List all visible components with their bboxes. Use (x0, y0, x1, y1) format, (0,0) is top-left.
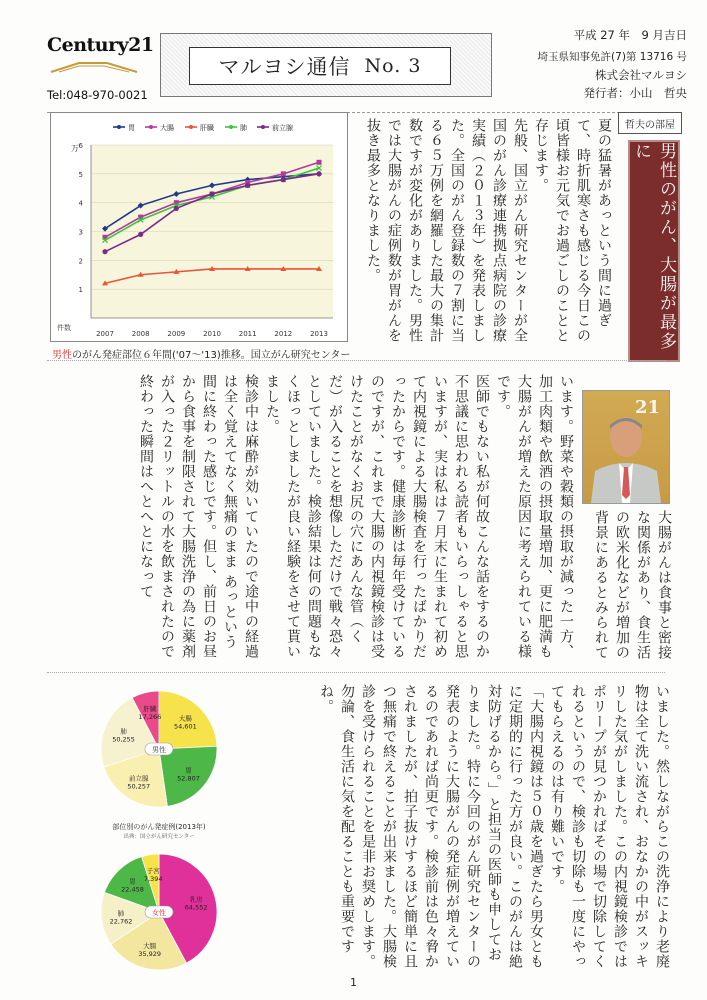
legend-label: 胃 (128, 124, 135, 132)
x-tick-label: 2010 (203, 330, 221, 338)
company-name: 株式会社マルヨシ (595, 68, 687, 82)
data-point (281, 171, 286, 176)
x-tick-label: 2008 (131, 330, 150, 338)
legend-label: 肺 (240, 124, 247, 132)
pie-charts (86, 676, 256, 986)
data-point (317, 160, 322, 165)
slice-value: 22,458 (121, 885, 144, 894)
slice-name: 肺 (117, 909, 125, 918)
data-point (138, 232, 143, 237)
caption-text: のがん発症部位６年間('07～'13)推移。国立がん研究センター (72, 350, 351, 361)
legend-label: 大腸 (160, 124, 174, 132)
y-tick-label: 4 (78, 199, 83, 208)
x-tick-label: 2013 (310, 330, 328, 338)
data-point (209, 191, 214, 196)
slice-value: 54,601 (174, 722, 197, 731)
x-tick-label: 2007 (96, 330, 114, 338)
section-divider-2 (47, 672, 665, 673)
century21-logo (47, 26, 154, 76)
slice-name: 胃 (129, 877, 136, 886)
y-tick-label: 2 (78, 257, 83, 266)
chart-svg (51, 113, 347, 341)
slice-name: 肝臓 (143, 704, 157, 713)
pie-chart-svg (86, 676, 256, 986)
main-article-text: います。野菜や穀類の摂取が減った一方、加工肉類や飲酒の摂取量増加、更に肥満も大腸がんが増えた原因に考えられている様です。 医師でもない私が何故こんな話をするのか不思議に思われる読者もいらっしゃると思いますが、実は私は７月末に生まれて初めて内視鏡による大腸検査を行ったばかりだったからです。健康診断は毎年受けているのですが、これまで大腸の内視鏡検診は受けたことがなくお尻の穴にあんな管（くだ）が入ることを想像しただけで戦々恐々としていました。検診結果は何の問題もなくほっとしましたが良い経験をさせて貰いました。 検診中は麻酔が効いていたので途中の経過は全く覚えてなく無痛のまま あっという間に終わった感じです。但し、前日のお昼から食事を制限されて大腸洗浄の為に薬剤が入った２リットルの水を飲まされたので終わった瞬間はへとへとになって (138, 374, 574, 659)
pie-center-label: 男性 (152, 746, 166, 754)
legend-marker (261, 125, 265, 129)
slice-name: 大腸 (178, 714, 192, 723)
headline: 男性のがん、大腸が最多に (628, 140, 680, 362)
x-tick-label: 2012 (274, 330, 293, 338)
data-point (102, 249, 107, 254)
slice-name: 子宮 (146, 867, 160, 876)
y-tick-label: 5 (78, 170, 83, 179)
legend-marker (189, 125, 193, 129)
section-divider (47, 360, 665, 361)
y-tick-label: 3 (78, 228, 83, 237)
chart-caption (52, 346, 350, 361)
newsletter-title (189, 47, 451, 85)
legend-marker (229, 125, 233, 129)
intro-article-text: 夏の猛暑があっという間に過ぎて、時折肌寒さも感じる今日この頃皆様お元気でお過ごしのことと存じます。 先般、国立がん研究センターが全国のがん診療連携拠点病院の診療実績（２０１３年）を発表しました。全国のがん登録数の７割に当る６５万例を網羅した最大の集計数ですが変化がありました。男性では大腸がんの症例数が胃がんを抜き最多となりました。 (365, 118, 612, 343)
slice-name: 大腸 (143, 942, 157, 951)
x-tick-label: 2011 (238, 330, 257, 338)
closing-article-text: いました。然しながらこの洗浄により老廃物は全て洗い流され、おなかの中がスッキリした気がしました。この内視鏡検診ではポリープが見つかればその場で切除してくれるというので、検診も切除も一度にやってもらえるのは有り難いです。 「大腸内視鏡は５０歳を過ぎたら男女ともに定期的に行った方が良い。このがんは絶対防げるから。」と担当の医師も申しておりました。特に今回のがん研究センターの発表のように大腸がんの発症例が増えているのであれば尚更です。検診前は色々脅かされましたが、拍子抜けするほど簡単に且つ無痛で終えることが出来ました。大腸検診を受けられることを是非お奨めします。勿論、食生活に気を配ることも重要ですね。 (318, 684, 670, 969)
phone-number: Tel:048-970-0021 (47, 88, 148, 102)
slice-name: 肺 (120, 727, 127, 736)
pie-title: 部位別のがん発症例(2013年) (112, 823, 206, 831)
legend-marker (149, 125, 153, 129)
slice-value: 22,762 (109, 917, 133, 926)
slice-value: 50,255 (112, 735, 135, 744)
slice-value: 7,394 (143, 875, 163, 884)
pie-source: 出典：国立がん研究センター (123, 834, 195, 840)
slice-value: 64,552 (184, 903, 208, 912)
slice-value: 50,257 (127, 782, 151, 791)
x-tick-label: 2009 (167, 330, 186, 338)
svg-text:21: 21 (635, 397, 661, 418)
pie-center-label: 女性 (152, 909, 166, 917)
legend-label: 肝臓 (200, 124, 214, 132)
data-point (174, 206, 179, 211)
legend-marker (117, 125, 121, 129)
slice-value: 17,266 (138, 712, 162, 721)
line-chart (50, 112, 348, 342)
data-point (281, 177, 286, 182)
person-portrait-icon (583, 391, 669, 503)
y-axis-unit: 万 (71, 144, 79, 153)
slice-value: 35,929 (138, 950, 162, 959)
logo-text: Century21 (47, 34, 154, 56)
data-point (316, 171, 321, 176)
caption-highlight: 男性 (52, 350, 72, 361)
newsletter-title-box (160, 33, 492, 97)
y-tick-label: 6 (78, 142, 83, 150)
data-point (245, 183, 250, 188)
logo-roof-icon (49, 61, 139, 73)
author-photo (582, 390, 670, 504)
legend-label: 前立腺 (272, 124, 293, 132)
slice-name: 乳房 (189, 895, 203, 904)
issue-date: 平成 27 年 9 月吉日 (573, 28, 687, 42)
license-number: 埼玉県知事免許(7)第 13716 号 (537, 51, 687, 63)
publisher: 発行者：小山 哲央 (583, 86, 687, 100)
x-axis-label: 件数 (57, 324, 71, 332)
slice-value: 52,807 (177, 774, 200, 783)
photo-side-text: 大腸がんは食事と密接な関係があり、食生活の欧米化などが増加の背景にあるとみられて (593, 510, 672, 660)
page-number: 1 (350, 976, 357, 989)
y-tick-label: 1 (78, 286, 83, 295)
issue-number: No. 3 (364, 55, 422, 77)
slice-name: 胃 (185, 766, 192, 775)
column-tag: 哲夫の部屋 (618, 112, 682, 134)
slice-name: 前立腺 (129, 774, 149, 783)
title-text: マルヨシ通信 (218, 55, 351, 79)
